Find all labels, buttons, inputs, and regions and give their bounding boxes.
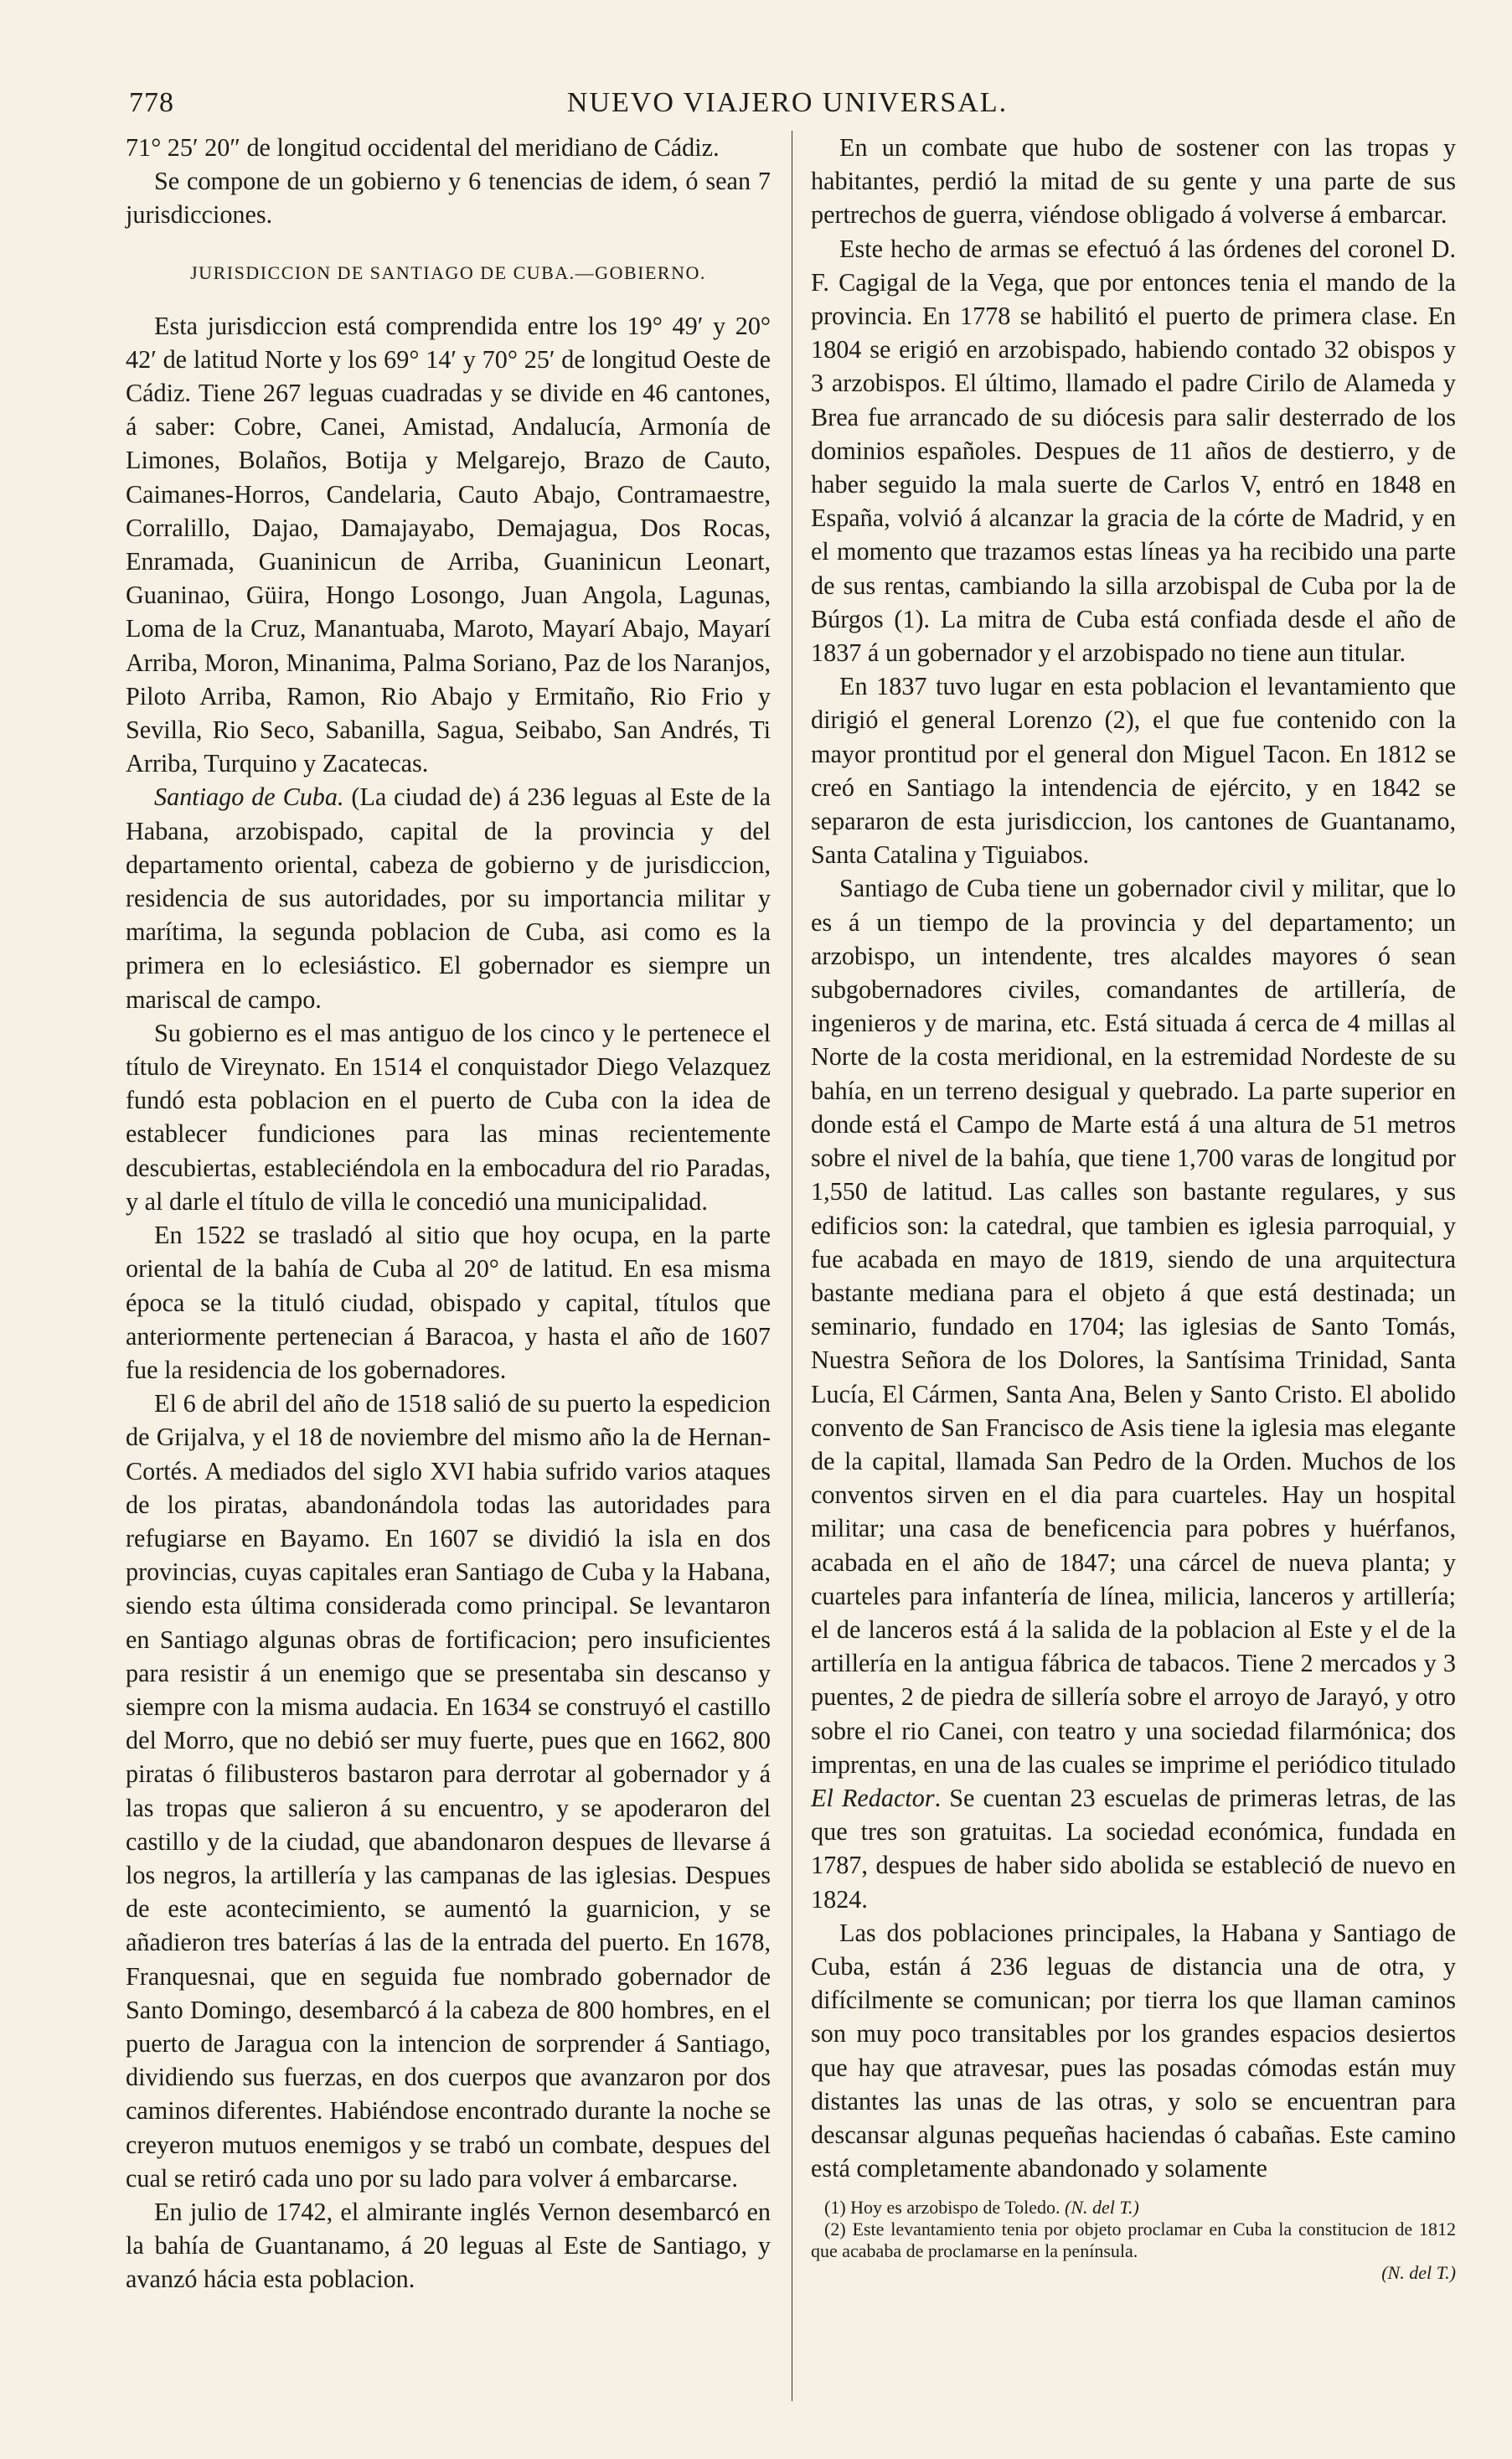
footnote-text: (2) Este levantamiento tenia por objeto proclamar en Cuba la constitucion de 1812 que acababa de proclamarse en la península. — [811, 2219, 1456, 2262]
paragraph: El 6 de abril del año de 1518 salió de su puerto la espedicion de Grijalva, y el 18 de noviembre del mismo año la de Hernan-Cortés. A mediados del siglo XVI habia sufrido varios ataques de los piratas, abandonándola todas las autoridades para refugiarse en Bayamo. En 1607 se dividió la isla en dos provincias, cuyas capitales eran Santiago de Cuba y la Habana, siendo esta última considerada como principal. Se levantaron en Santiago algunas obras de fortificacion; pero insuficientes para resistir á un enemigo que se presentaba sin descanso y siempre con la misma audacia. En 1634 se construyó el castillo del Morro, que no debió ser muy fuerte, pues que en 1662, 800 piratas ó filibusteros bastaron para derrotar al gobernador y á las tropas que salieron á su encuentro, y se apoderaron del castillo y de la ciudad, que abandonaron despues de llevarse á los negros, la artillería y las campanas de las iglesias. Despues de este acontecimiento, se aumentó la guarnicion, y se añadieron tres baterías á las de la entrada del puerto. En 1678, Franquesnai, que en seguida fue nombrado gobernador de Santo Domingo, desembarcó á la cabeza de 800 hombres, en el puerto de Jaragua con la intencion de sorprender á Santiago, dividiendo sus fuerzas, en dos cuerpos que avanzaron por dos caminos diferentes. Habiéndose encontrado durante la noche se creyeron mutuos enemigos y se trabó un combate, despues del cual se retiró cada uno por su lado para volver á embarcarse. — [126, 1389, 771, 2193]
page-header — [117, 87, 1458, 126]
footnote-attribution-text: (N. del T.) — [1381, 2262, 1456, 2284]
place-name-italic: Santiago de Cuba. — [154, 783, 344, 812]
paragraph: Se compone de un gobierno y 6 tenencias de idem, ó sean 7 jurisdicciones. — [126, 167, 771, 230]
page-number: 778 — [129, 87, 174, 118]
paragraph: En julio de 1742, el almirante inglés Vernon desembarcó en la bahía de Guantanamo, á 20 leguas al Este de Santiago, y avanzó hácia esta poblacion. — [126, 2197, 771, 2294]
text-columns — [117, 131, 1458, 2410]
paragraph: En 1837 tuvo lugar en esta poblacion el levantamiento que dirigió el general Lorenzo (2), el que fue contenido con la mayor prontitud por el general don Miguel Tacon. En 1812 se creó en Santiago la intendencia de ejército, y en 1842 se separaron de esta jurisdiccion, los cantones de Guantanamo, Santa Catalina y Tiguiabos. — [811, 672, 1456, 870]
section-heading: JURISDICCION DE SANTIAGO DE CUBA.—GOBIERNO. — [190, 261, 706, 283]
footnote-text: (1) Hoy es arzobispo de Toledo. — [824, 2197, 1060, 2219]
paragraph: Esta jurisdiccion está comprendida entre los 19° 49′ y 20° 42′ de latitud Norte y los 69° 14′ y 70° 25′ de longitud Oeste de Cádiz. Tiene 267 leguas cuadradas y se divide en 46 cantones, á saber: Cobre, Canei, Amistad, Andalucía, Armonía de Limones, Bolaños, Botija y Melgarejo, Brazo de Cauto, Caimanes-Horros, Candelaria, Cauto Abajo, Contramaestre, Corralillo, Dajao, Damajayabo, Demajagua, Dos Rocas, Enramada, Guaninicun de Arriba, Guaninicun Leonart, Guaninao, Güira, Hongo Losongo, Juan Angola, Lagunas, Loma de la Cruz, Manantuaba, Maroto, Mayarí Abajo, Mayarí Arriba, Moron, Minanima, Palma Soriano, Paz de los Naranjos, Piloto Arriba, Ramon, Rio Abajo y Ermitaño, Rio Frio y Sevilla, Rio Seco, Sabanilla, Sagua, Seibabo, San Andrés, Ti Arriba, Turquino y Zacatecas. — [126, 311, 771, 778]
right-column — [811, 131, 1456, 2284]
paragraph — [126, 780, 771, 1015]
running-title: NUEVO VIAJERO UNIVERSAL. — [566, 87, 1009, 118]
footnote-attribution — [811, 2262, 1456, 2284]
footnote-attribution: (N. del T.) — [1065, 2197, 1139, 2219]
footnote — [811, 2197, 1456, 2219]
paragraph: Este hecho de armas se efectuó á las órdenes del coronel D. F. Cagigal de la Vega, que por entonces tenia el mando de la provincia. En 1778 se habilitó el puerto de primera clase. En 1804 se erigió en arzobispado, habiendo contado 32 obispos y 3 arzobispos. El último, llamado el padre Cirilo de Alameda y Brea fue arrancado de su diócesis para salir desterrado de los dominios españoles. Despues de 11 años de destierro, y de haber seguido la mala suerte de Carlos V, entró en 1848 en España, volvió á alcanzar la gracia de la córte de Madrid, y en el momento que trazamos estas líneas ya ha recibido una parte de sus rentas, cambiando la silla arzobispal de Cuba por la de Búrgos (1). La mitra de Cuba está confiada desde el año de 1837 á un gobernador y el arzobispado no tiene aun titular. — [811, 234, 1456, 668]
paragraph-text: . Se cuentan 23 escuelas de primeras letras, de las que tres son gratuitas. La sociedad económica, fundada en 1787, despues de haber sido abolida se estableció de nuevo en 1824. — [811, 1783, 1456, 1914]
footnote — [811, 2219, 1456, 2262]
paragraph-text: Santiago de Cuba tiene un gobernador civil y militar, que lo es á un tiempo de la provincia y del departamento; un arzobispo, un intendente, tres alcaldes mayores ó sean subgobernadores civiles, comandantes de artillería, de ingenieros y de marina, etc. Está situada á cerca de 4 millas al Norte de la costa meridional, en la estremidad Nordeste de su bahía, en un terreno desigual y quebrado. La parte superior en donde está el Campo de Marte está á una altura de 51 metros sobre el nivel de la bahía, que tiene 1,700 varas de longitud por 1,550 de latitud. Las calles son bastante regulares, y sus edificios son: la catedral, que tambien es iglesia parroquial, y fue acabada en mayo de 1819, siendo de una arquitectura bastante mediana para el objeto á que está destinada; un seminario, fundado en 1704; las iglesias de Santo Tomás, Nuestra Señora de los Dolores, la Santísima Trinidad, Santa Lucía, El Cármen, Santa Ana, Belen y Santo Cristo. El abolido convento de San Francisco de Asis tiene la iglesia mas elegante de la capital, llamada San Pedro de la Orden. Muchos de los conventos sirven en el dia para cuarteles. Hay un hospital militar; una casa de beneficencia para pobres y huérfanos, acabada en el año de 1847; una cárcel de nueva planta; y cuarteles para infantería de línea, milicia, lanceros y artillería; el de lanceros está á la salida de la poblacion al Este y el de la artillería en la antigua fábrica de tabacos. Tiene 2 mercados y 3 puentes, 2 de piedra de sillería sobre el arroyo de Jarayó, y otro sobre el rio Canei, con teatro y una sociedad filarmónica; dos imprentas, en una de las cuales se imprime el periódico titulado — [811, 874, 1456, 1779]
paragraph: En un combate que hubo de sostener con las tropas y habitantes, perdió la mitad de su gente y una parte de sus pertrechos de guerra, viéndose obligado á volverse á embarcar. — [811, 133, 1456, 230]
footnotes — [811, 2197, 1456, 2284]
paragraph: Su gobierno es el mas antiguo de los cinco y le pertenece el título de Vireynato. En 1514 el conquistador Diego Velazquez fundó esta poblacion en el puerto de Cuba con la idea de establecer fundiciones para las minas recientemente descubiertas, estableciéndola en la embocadura del rio Paradas, y al darle el título de villa le concedió una municipalidad. — [126, 1018, 771, 1216]
paragraph: En 1522 se trasladó al sitio que hoy ocupa, en la parte oriental de la bahía de Cuba al 20° de latitud. En esa misma época se la tituló ciudad, obispado y capital, títulos que anteriormente pertenecian á Baracoa, y hasta el año de 1607 fue la residencia de los gobernadores. — [126, 1221, 771, 1384]
paragraph-text: (La ciudad de) á 236 leguas al Este de la Habana, arzobispado, capital de la provincia y del departamento oriental, cabeza de gobierno y de jurisdiccion, residencia de sus autoridades, por su importancia militar y marítima, la segunda poblacion de Cuba, asi como es la primera en lo eclesiástico. El gobernador es siempre un mariscal de campo. — [126, 783, 771, 1014]
book-page — [117, 87, 1458, 2416]
paragraph — [811, 871, 1456, 1915]
left-column — [126, 131, 771, 2296]
periodical-title-italic: El Redactor — [811, 1783, 935, 1812]
paragraph: Las dos poblaciones principales, la Habana y Santiago de Cuba, están á 236 leguas de distancia una de otra, y difícilmente se comunican; por tierra los que llaman caminos son muy poco transitables por los grandes espacios desiertos que hay que atravesar, pues las posadas cómodas están muy distantes las unas de las otras, y solo se encuentran para descansar algunas pequeñas haciendas ó cabañas. Este camino está completamente abandonado y solamente — [811, 1918, 1456, 2183]
paragraph: 71° 25′ 20″ de longitud occidental del meridiano de Cádiz. — [126, 133, 720, 162]
